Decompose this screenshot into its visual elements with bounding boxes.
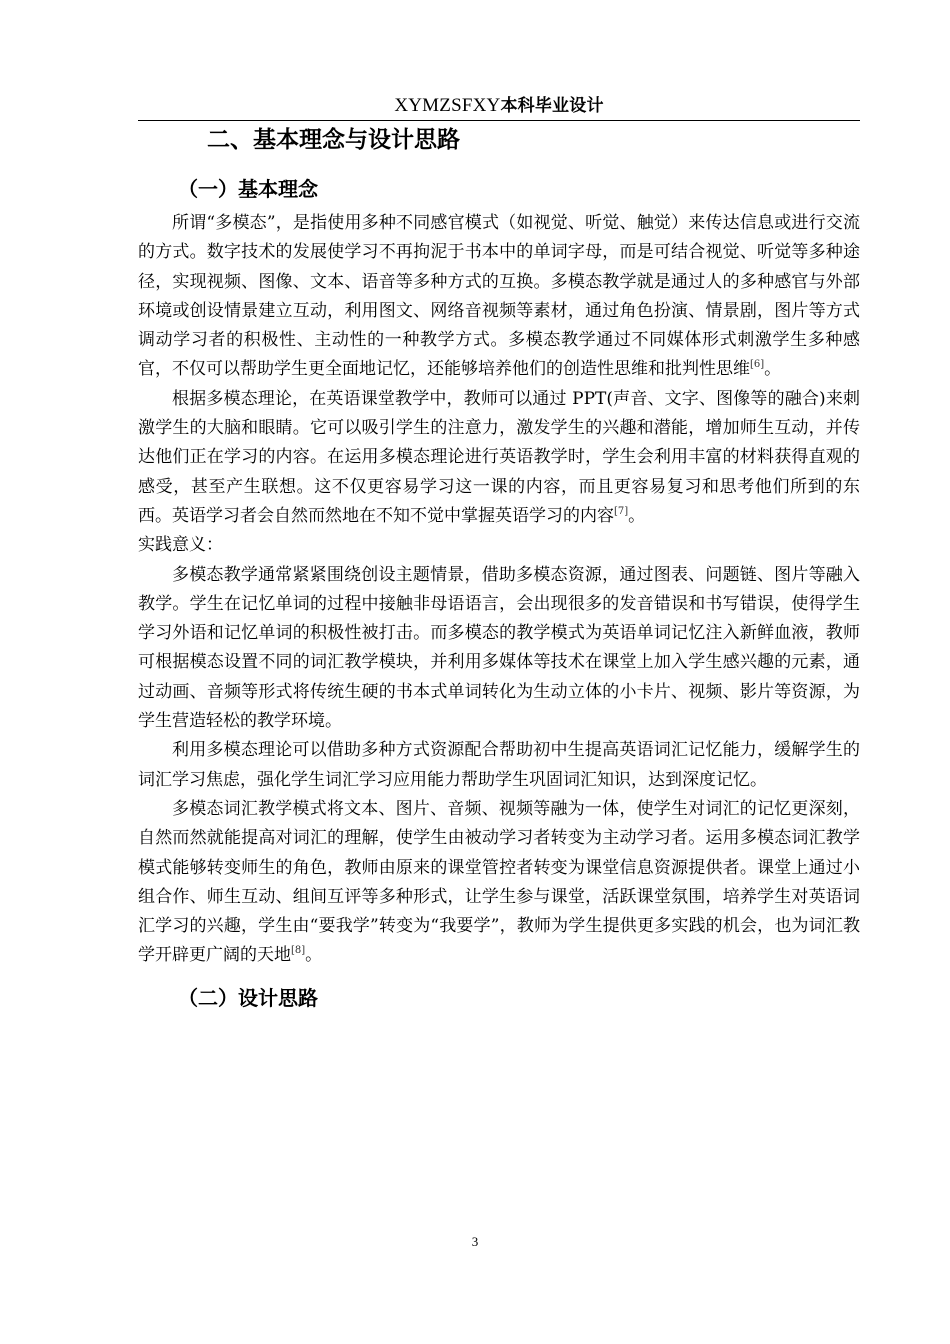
section-heading-design-ideas: （二）设计思路 xyxy=(178,985,318,1010)
section-heading-basic-concepts: （一）基本理念 xyxy=(178,177,318,201)
paragraph-practice-3 xyxy=(138,795,860,971)
paragraph-tail: 。 xyxy=(628,505,646,526)
paragraph-multimodal-definition xyxy=(138,209,860,385)
paragraph-text: 根据多模态理论，在英语课堂教学中，教师可以通过 PPT(声音、文字、图像等的融合)来刺激学生的大脑和眼睛。它可以吸引学生的注意力，激发学生的兴趣和潜能，增加师生互动，并传达他们正在学习的内容。在运用多模态理论进行英语教学时，学生会利用丰富的材料获得直观的感受，甚至产生联想。这不仅更容易学习这一课的内容，而且更容易复习和思考他们所到的东西。英语学习者会自然而然地在不知不觉中掌握英语学习的内容 xyxy=(138,388,860,526)
paragraph-tail: 。 xyxy=(305,945,323,966)
citation-ref: [8] xyxy=(291,945,306,957)
page-content xyxy=(138,120,860,1018)
paragraph-text: 所谓“多模态”，是指使用多种不同感官模式（如视觉、听觉、触觉）来传达信息或进行交流的方式。数字技术的发展使学习不再拘泥于书本中的单词字母，而是可结合视觉、听觉等多种途径，实现视频、图像、文本、语音等多种方式的互换。多模态教学就是通过人的多种感官与外部环境或创设情景建立互动，利用图文、网络音视频等素材，通过角色扮演、情景剧，图片等方式调动学习者的积极性、主动性的一种教学方式。多模态教学通过不同媒体形式刺激学生多种感官，不仅可以帮助学生更全面地记忆，还能够培养他们的创造性思维和批判性思维 xyxy=(138,213,860,380)
citation-ref: [6] xyxy=(750,359,765,371)
chapter-title: 二、基本理念与设计思路 xyxy=(207,127,460,153)
paragraph-practice-1: 多模态教学通常紧紧围绕创设主题情景，借助多模态资源，通过图表、问题链、图片等融入教学。学生在记忆单词的过程中接触非母语语言，会出现很多的发音错误和书写错误，使得学生学习外语和记忆单词的积极性被打击。而多模态的教学模式为英语单词记忆注入新鲜血液，教师可根据模态设置不同的词汇教学模块，并利用多媒体等技术在课堂上加入学生感兴趣的元素，通过动画、音频等形式将传统生硬的书本式单词转化为生动立体的小卡片、视频、影片等资源，为学生营造轻松的教学环境。 xyxy=(138,564,860,732)
practical-significance-label: 实践意义： xyxy=(138,535,223,556)
paragraph-practice-2: 利用多模态理论可以借助多种方式资源配合帮助初中生提高英语词汇记忆能力，缓解学生的词汇学习焦虑，强化学生词汇学习应用能力帮助学生巩固词汇知识，达到深度记忆。 xyxy=(138,740,860,790)
paragraph-multimodal-english-class xyxy=(138,385,860,531)
header-latin: XYMZSFXY xyxy=(394,95,501,116)
page-header xyxy=(138,90,860,120)
header-title: 本科毕业设计 xyxy=(500,96,604,116)
page-number: 3 xyxy=(471,1234,479,1249)
paragraph-text: 多模态词汇教学模式将文本、图片、音频、视频等融为一体，使学生对词汇的记忆更深刻，自然而然就能提高对词汇的理解，使学生由被动学习者转变为主动学习者。运用多模态词汇教学模式能够转变师生的角色，教师由原来的课堂管控者转变为课堂信息资源提供者。课堂上通过小组合作、师生互动、组间互评等多种形式，让学生参与课堂，活跃课堂氛围，培养学生对英语词汇学习的兴趣，学生由“要我学”转变为“我要学”，教师为学生提供更多实践的机会，也为词汇教学开辟更广阔的天地 xyxy=(138,798,860,966)
citation-ref: [7] xyxy=(614,505,629,517)
paragraph-tail: 。 xyxy=(764,359,782,380)
